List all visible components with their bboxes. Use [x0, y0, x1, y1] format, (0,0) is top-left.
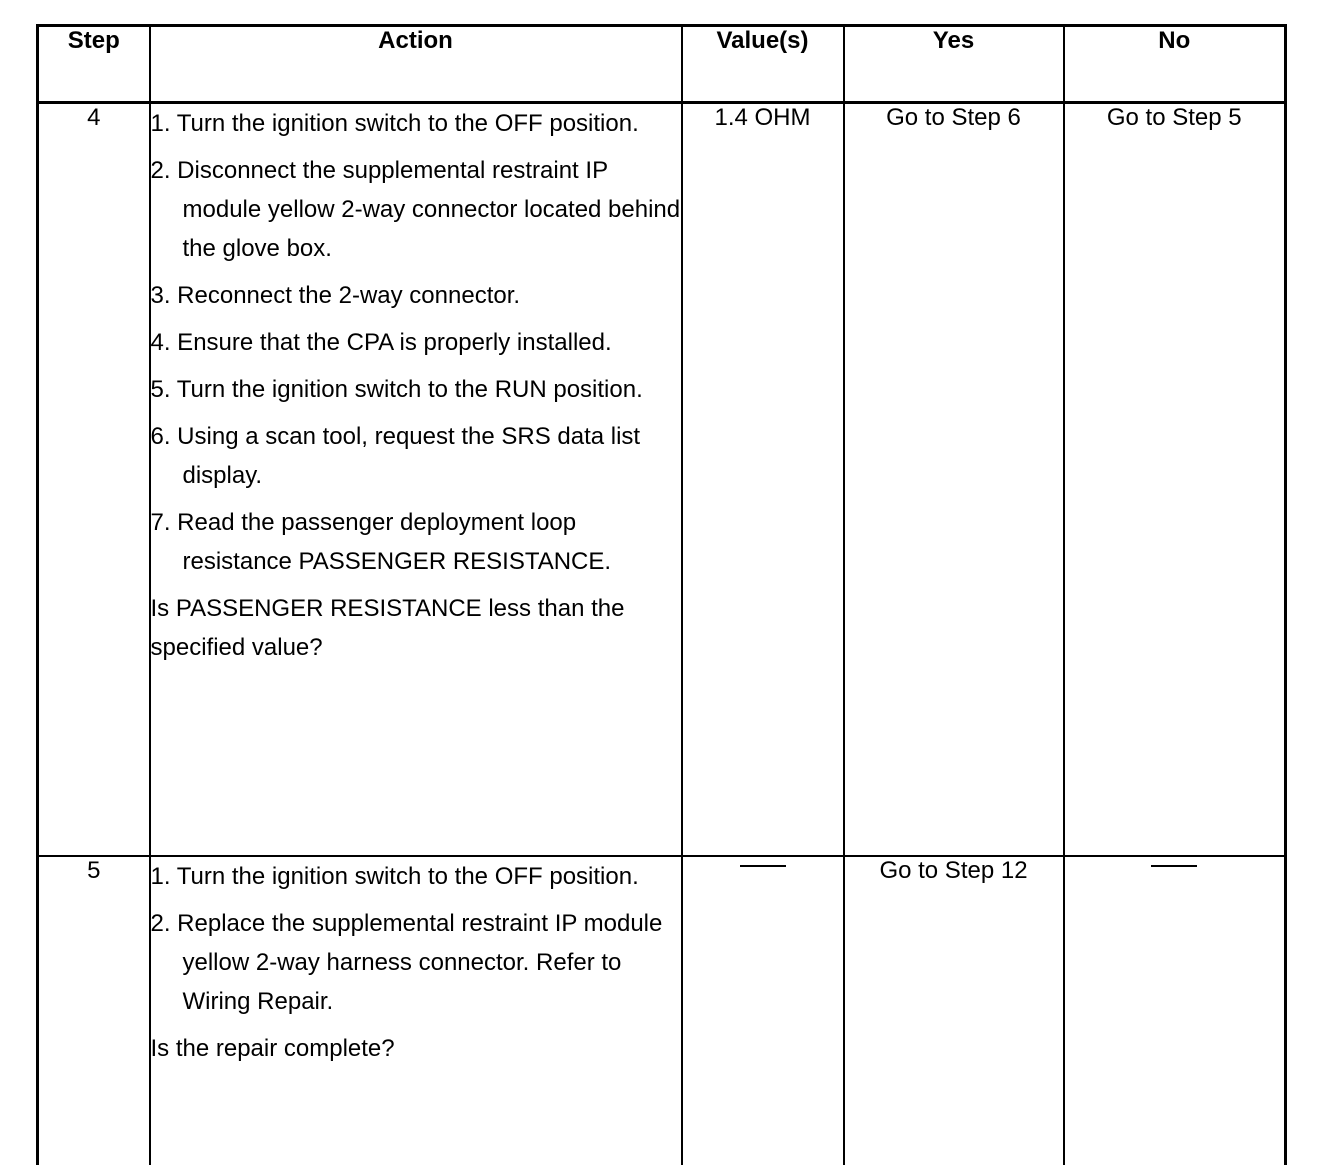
header-yes: Yes — [844, 26, 1064, 103]
no-cell: Go to Step 5 — [1064, 103, 1286, 857]
step-number: 4 — [38, 103, 150, 857]
action-question: Is the repair complete? — [150, 1035, 395, 1062]
yes-cell: Go to Step 6 — [844, 103, 1064, 857]
action-item: 6. Using a scan tool, request the SRS data list display. — [150, 423, 641, 489]
action-item: 2. Disconnect the supplemental restraint IP module yellow 2-way connector located behind the glove box. — [150, 157, 681, 262]
header-value: Value(s) — [682, 26, 844, 103]
action-item: 1. Turn the ignition switch to the OFF position. — [150, 110, 639, 137]
value-dash — [740, 865, 786, 867]
action-cell — [150, 856, 682, 1165]
action-item: 5. Turn the ignition switch to the RUN position. — [150, 376, 643, 403]
header-no: No — [1064, 26, 1286, 103]
table-row-step-4 — [38, 103, 1286, 857]
yes-cell: Go to Step 12 — [844, 856, 1064, 1165]
action-question: Is PASSENGER RESISTANCE less than the specified value? — [150, 595, 625, 661]
action-item: 1. Turn the ignition switch to the OFF position. — [150, 863, 639, 890]
no-dash — [1151, 865, 1197, 867]
action-item: 2. Replace the supplemental restraint IP module yellow 2-way harness connector. Refer to Wiring Repair. — [150, 910, 663, 1015]
action-item: 7. Read the passenger deployment loop resistance PASSENGER RESISTANCE. — [150, 509, 612, 575]
header-action: Action — [150, 26, 682, 103]
value-cell — [682, 856, 844, 1165]
action-item: 3. Reconnect the 2-way connector. — [150, 282, 521, 309]
value-cell: 1.4 OHM — [682, 103, 844, 857]
diagnostic-table — [36, 24, 1287, 1165]
action-cell — [150, 103, 682, 857]
no-cell — [1064, 856, 1286, 1165]
table-row-step-5 — [38, 856, 1286, 1165]
step-number: 5 — [38, 856, 150, 1165]
action-item: 4. Ensure that the CPA is properly installed. — [150, 329, 612, 356]
header-row — [38, 26, 1286, 103]
header-step: Step — [38, 26, 150, 103]
